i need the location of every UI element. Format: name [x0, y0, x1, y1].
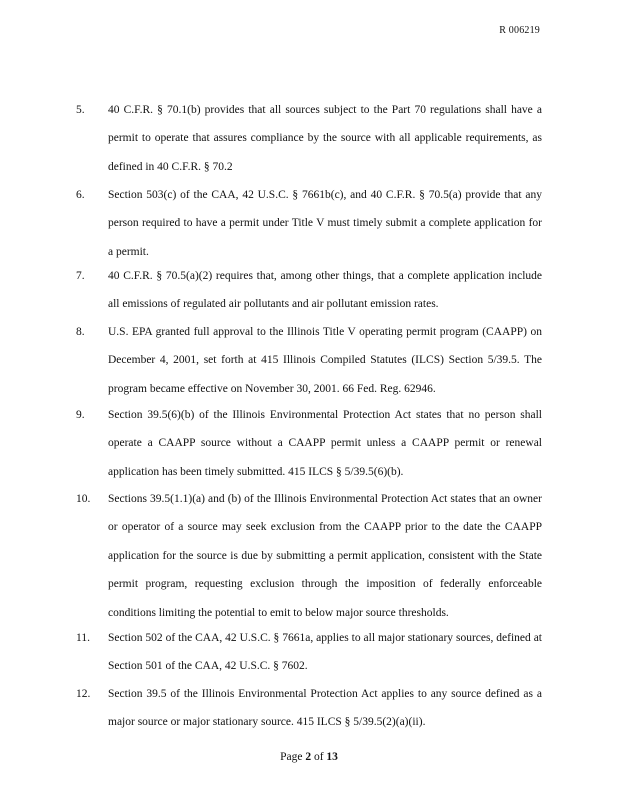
paragraph-number: 7.: [76, 270, 85, 282]
footer-of-word: of: [313, 751, 324, 763]
paragraph-text: 40 C.F.R. § 70.5(a)(2) requires that, among other things, that a complete application include all emissions of regulated air pollutants and air pollutant emission rates.: [108, 270, 542, 311]
footer-current-page: 2: [305, 751, 312, 763]
paragraph-text: Sections 39.5(1.1)(a) and (b) of the Illinois Environmental Protection Act states that an owner or operator of a source may seek exclusion from the CAAPP prior to the date the CAAPP application for the source is due by submitting a permit application, consistent with the State permit program, requesting exclusion through the imposition of federally enforceable conditions limiting the potential to emit to below major source thresholds.: [108, 493, 542, 619]
paragraph-number: 11.: [76, 632, 90, 644]
paragraph-text: U.S. EPA granted full approval to the Illinois Title V operating permit program (CAAPP) on December 4, 2001, set forth at 415 Illinois Compiled Statutes (ILCS) Section 5/39.5. The program became effective on November 30, 2001. 66 Fed. Reg. 62946.: [108, 326, 542, 395]
paragraph-number: 10.: [76, 493, 91, 505]
paragraph-text: 40 C.F.R. § 70.1(b) provides that all sources subject to the Part 70 regulations shall have a permit to operate that assures compliance by the source with all applicable requirements, as defined in 40 C.F.R. § 70.2: [108, 104, 542, 173]
footer-total-pages: 13: [326, 751, 338, 763]
paragraph-number: 8.: [76, 326, 85, 338]
bates-number: R 006219: [499, 25, 540, 36]
paragraph-text: Section 502 of the CAA, 42 U.S.C. § 7661a, applies to all major stationary sources, defined at Section 501 of the CAA, 42 U.S.C. § 7602.: [108, 632, 542, 673]
paragraph-number: 6.: [76, 189, 85, 201]
paragraph-text: Section 503(c) of the CAA, 42 U.S.C. § 7661b(c), and 40 C.F.R. § 70.5(a) provide that any person required to have a permit under Title V must timely submit a complete application for a permit.: [108, 189, 542, 258]
paragraph-number: 12.: [76, 688, 91, 700]
paragraph-text: Section 39.5(6)(b) of the Illinois Environmental Protection Act states that no person shall operate a CAAPP source without a CAAPP permit unless a CAAPP permit or renewal application has been timely submitted. 415 ILCS § 5/39.5(6)(b).: [108, 409, 542, 478]
paragraph-number: 5.: [76, 104, 85, 116]
footer-page-word: Page: [280, 751, 303, 763]
paragraph-number: 9.: [76, 409, 85, 421]
paragraph-text: Section 39.5 of the Illinois Environmental Protection Act applies to any source defined as a major source or major stationary source. 415 ILCS § 5/39.5(2)(a)(ii).: [108, 688, 542, 729]
page-footer: [0, 751, 618, 763]
